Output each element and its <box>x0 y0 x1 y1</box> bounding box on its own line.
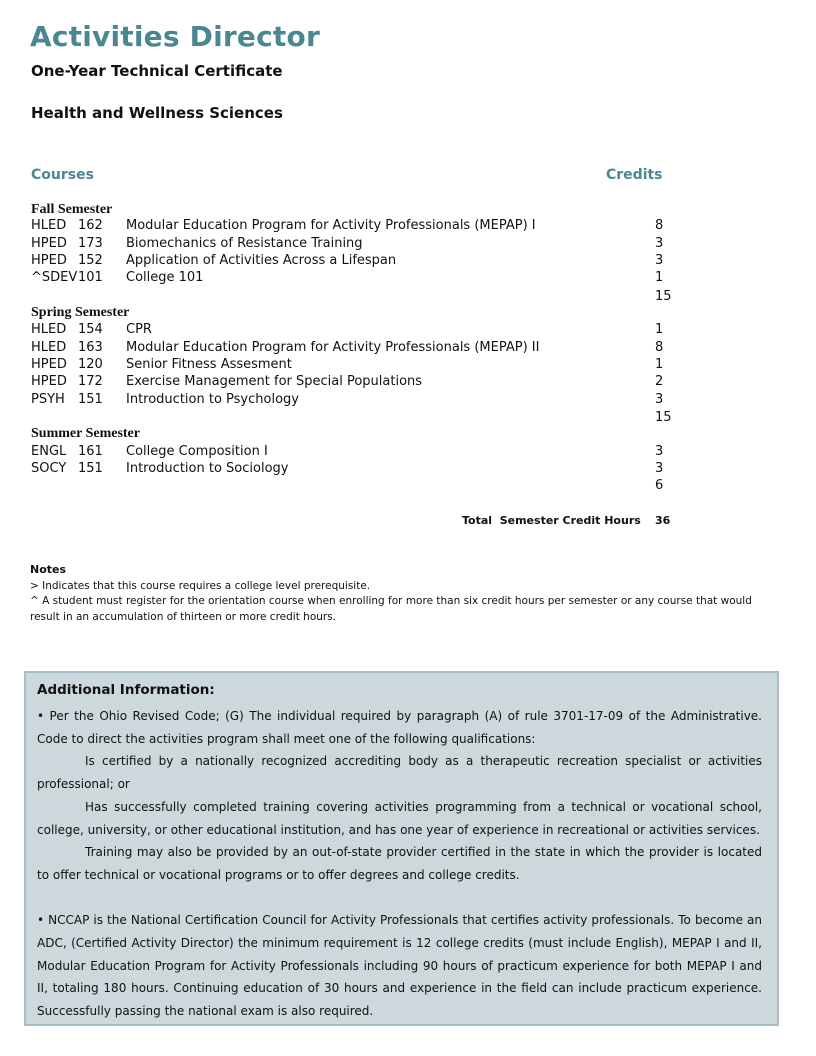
note-prerequisite: > Indicates that this course requires a college level prerequisite. <box>30 580 371 592</box>
certificate-subtitle: One-Year Technical Certificate <box>31 62 283 80</box>
semester-subtotal-spring: 15 <box>655 410 672 425</box>
course-credits: 2 <box>655 374 664 389</box>
course-credits: 8 <box>655 218 664 233</box>
course-credits: 3 <box>655 236 664 251</box>
department-name: Health and Wellness Sciences <box>31 104 283 122</box>
additional-information-box <box>24 671 779 1026</box>
course-number: 162 <box>78 218 103 233</box>
course-number: 173 <box>78 236 103 251</box>
course-dept: ^SDEV <box>31 270 78 285</box>
semester-heading-fall: Fall Semester <box>31 202 113 217</box>
info-paragraph: Has successfully completed training covering activities programming from a technical or vocational school, college, university, or other educational institution, and has one year of experience in recreational or activities services. <box>37 799 762 837</box>
course-row <box>31 374 691 391</box>
paragraph-spacer <box>37 887 762 910</box>
info-paragraph: • Per the Ohio Revised Code; (G) The individual required by paragraph (A) of rule 3701-17-09 of the Administrative. Code to direct the activities program shall meet one of the following qualifications: <box>37 709 762 746</box>
course-dept: HPED <box>31 357 67 372</box>
course-number: 152 <box>78 253 103 268</box>
semester-subtotal-fall: 15 <box>655 289 672 304</box>
course-row <box>31 340 691 357</box>
total-credit-hours-value: 36 <box>655 514 671 527</box>
course-credits: 1 <box>655 270 664 285</box>
course-row <box>31 444 691 461</box>
course-row <box>31 461 691 478</box>
course-row <box>31 357 691 374</box>
course-title: College 101 <box>126 270 204 285</box>
course-credits: 3 <box>655 392 664 407</box>
additional-information-body <box>37 705 762 1023</box>
course-dept: ENGL <box>31 444 67 459</box>
total-credit-hours-label: Total Semester Credit Hours <box>462 514 641 527</box>
credits-column-header: Credits <box>606 167 663 183</box>
course-row <box>31 236 691 253</box>
course-number: 151 <box>78 392 103 407</box>
course-row <box>31 218 691 235</box>
info-paragraph: Training may also be provided by an out-of-state provider certified in the state in which the provider is located to offer technical or vocational programs or to offer degrees and college credits. <box>37 845 762 882</box>
course-credits: 3 <box>655 461 664 476</box>
course-dept: HPED <box>31 374 67 389</box>
info-paragraph: Is certified by a nationally recognized accrediting body as a therapeutic recreation specialist or activities professional; or <box>37 754 762 792</box>
additional-information-heading: Additional Information: <box>37 682 215 698</box>
course-dept: HLED <box>31 322 67 337</box>
course-dept: HPED <box>31 253 67 268</box>
course-credits: 8 <box>655 340 664 355</box>
course-credits: 1 <box>655 357 664 372</box>
course-number: 163 <box>78 340 103 355</box>
course-number: 154 <box>78 322 103 337</box>
course-number: 101 <box>78 270 103 285</box>
course-credits: 3 <box>655 444 664 459</box>
course-dept: SOCY <box>31 461 67 476</box>
course-number: 161 <box>78 444 103 459</box>
course-title: Modular Education Program for Activity Professionals (MEPAP) II <box>126 340 540 355</box>
course-row <box>31 392 691 409</box>
course-title: Introduction to Psychology <box>126 392 299 407</box>
course-title: College Composition I <box>126 444 268 459</box>
course-title: Senior Fitness Assesment <box>126 357 292 372</box>
course-title: Exercise Management for Special Populations <box>126 374 423 389</box>
note-orientation: ^ A student must register for the orientation course when enrolling for more than six credit hours per semester or any course that would result in an accumulation of thirteen or more credit hours. <box>30 595 752 623</box>
semester-heading-spring: Spring Semester <box>31 305 130 320</box>
course-credits: 3 <box>655 253 664 268</box>
course-number: 151 <box>78 461 103 476</box>
course-title: Modular Education Program for Activity Professionals (MEPAP) I <box>126 218 536 233</box>
course-dept: HLED <box>31 218 67 233</box>
semester-subtotal-summer: 6 <box>655 478 664 493</box>
page-title: Activities Director <box>30 20 320 53</box>
course-dept: HLED <box>31 340 67 355</box>
semester-heading-summer: Summer Semester <box>31 426 140 441</box>
course-number: 172 <box>78 374 103 389</box>
course-title: CPR <box>126 322 152 337</box>
course-number: 120 <box>78 357 103 372</box>
notes-heading: Notes <box>30 563 67 576</box>
course-title: Introduction to Sociology <box>126 461 289 476</box>
course-row <box>31 322 691 339</box>
info-paragraph: • NCCAP is the National Certification Council for Activity Professionals that certifies activity professionals. To become an ADC, (Certified Activity Director) the minimum requirement is 12 college credits (must include English), MEPAP I and II, Modular Education Program for Activity Professionals including 90 hours of practicum experience for both MEPAP I and II, totaling 180 hours. Continuing education of 30 hours and experience in the field can include practicum experience. Successfully passing the national exam is also required. <box>37 913 762 1019</box>
course-dept: PSYH <box>31 392 65 407</box>
course-row <box>31 270 691 287</box>
courses-column-header: Courses <box>31 167 94 183</box>
course-title: Biomechanics of Resistance Training <box>126 236 363 251</box>
course-credits: 1 <box>655 322 664 337</box>
course-dept: HPED <box>31 236 67 251</box>
course-title: Application of Activities Across a Lifespan <box>126 253 397 268</box>
course-row <box>31 253 691 270</box>
